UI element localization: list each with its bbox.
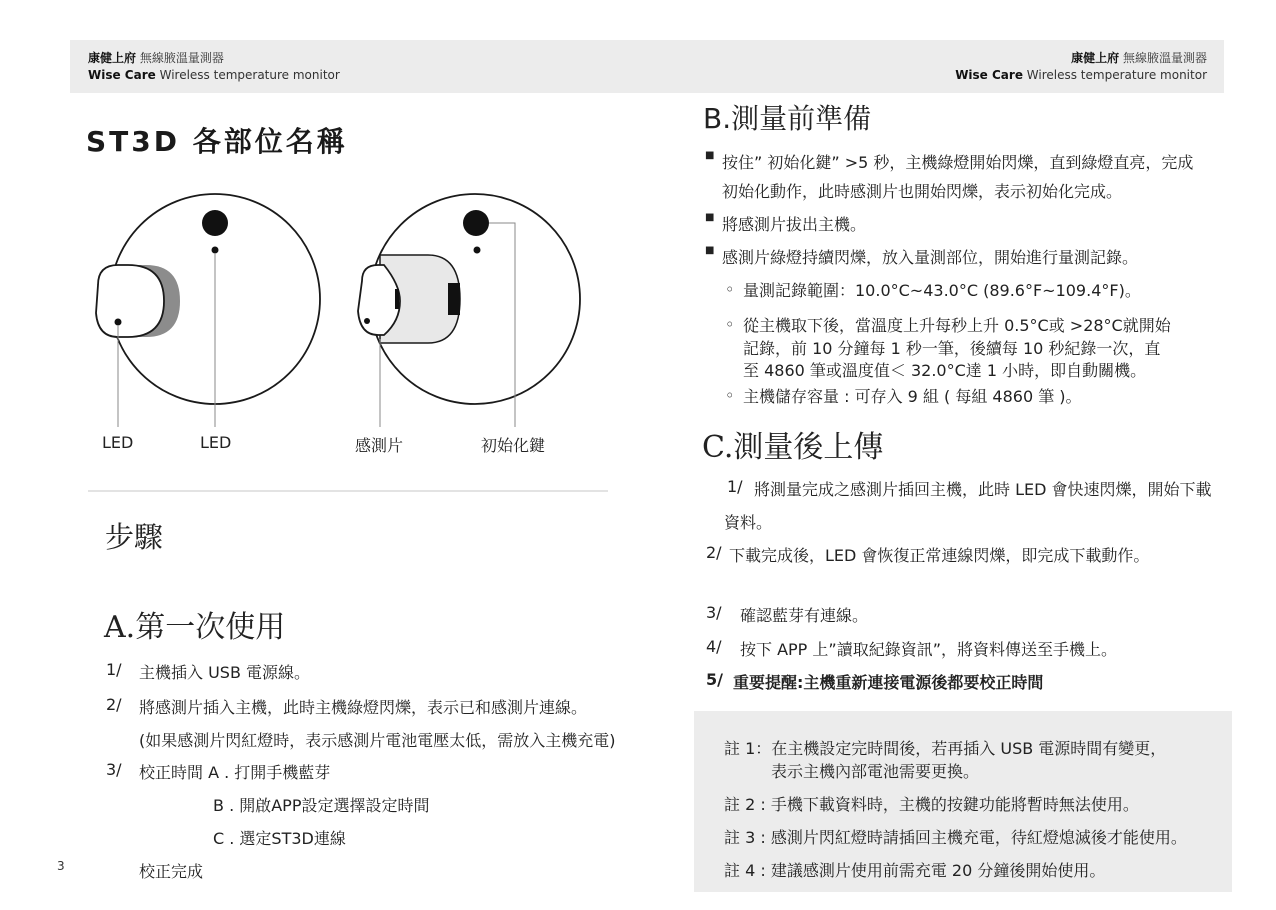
section-c-num-4: 4/ — [706, 637, 722, 656]
section-c-item-3: 確認藍芽有連線。 — [740, 606, 869, 625]
section-b-sub-1: 量測記錄範圍：10.0°C~43.0°C (89.6°F~109.4°F)。 — [743, 281, 1141, 300]
note-3: 註 3 : 感測片閃紅燈時請插回主機充電，待紅燈熄滅後才能使用。 — [724, 828, 1187, 847]
page-number: 3 — [57, 859, 65, 873]
header-left — [88, 50, 340, 84]
sub-bullet-icon-1: ◦ — [725, 280, 735, 299]
section-b-heading: B.測量前準備 — [703, 102, 872, 135]
init-key — [463, 210, 489, 236]
section-c-num-2: 2/ — [706, 543, 722, 562]
section-a-item-3: 校正時間 A . 打開手機藍芽 — [139, 763, 331, 782]
device-diagram — [88, 185, 598, 435]
section-divider — [88, 490, 608, 492]
steps-heading: 步驟 — [105, 520, 164, 554]
section-a-item-done: 校正完成 — [139, 862, 204, 881]
label-init-key: 初始化鍵 — [481, 436, 546, 455]
note-4: 註 4 : 建議感測片使用前需充電 20 分鐘後開始使用。 — [724, 861, 1106, 880]
label-sensor: 感測片 — [355, 436, 404, 455]
header-right-brand-en: Wise Care — [955, 68, 1023, 82]
section-c-item-1-cont: 資料。 — [724, 513, 773, 532]
bullet-icon-2: ■ — [705, 212, 715, 223]
section-c-item-1: 將測量完成之感測片插回主機，此時 LED 會快速閃爍，開始下載 — [754, 480, 1212, 499]
section-a-item-3b: B . 開啟APP設定選擇設定時間 — [213, 796, 430, 815]
label-led-2: LED — [200, 433, 232, 452]
section-a-num-3: 3/ — [106, 760, 122, 779]
section-a-item-2: 將感測片插入主機，此時主機綠燈閃爍，表示已和感測片連線。 — [139, 698, 588, 717]
header-right — [955, 50, 1207, 84]
section-b-bullet-1: 按住” 初始化鍵” >5 秒，主機綠燈開始閃爍，直到綠燈直亮，完成 — [722, 153, 1194, 172]
section-c-heading: C.測量後上傳 — [702, 430, 884, 465]
sub-bullet-icon-2: ◦ — [725, 315, 735, 334]
section-b-sub-2c: 至 4860 筆或溫度值＜ 32.0°C達 1 小時，即自動關機。 — [743, 361, 1147, 380]
host-unit-front — [96, 194, 320, 427]
header-left-brand-en: Wise Care — [88, 68, 156, 82]
header-left-product-zh: 無線腋溫量測器 — [136, 51, 224, 65]
label-led-1: LED — [102, 433, 134, 452]
led-indicator-top — [202, 210, 228, 236]
sensor-dot — [364, 318, 370, 324]
section-b-bullet-1-cont: 初始化動作，此時感測片也開始閃爍，表示初始化完成。 — [722, 182, 1123, 201]
section-b-bullet-3: 感測片綠燈持續閃爍，放入量測部位，開始進行量測記錄。 — [722, 248, 1139, 267]
header-left-product-en: Wireless temperature monitor — [155, 68, 340, 82]
header-right-product-en: Wireless temperature monitor — [1022, 68, 1207, 82]
page-title: ST3D 各部位名稱 — [86, 125, 348, 158]
led-dot-top — [212, 247, 219, 254]
header-right-brand-zh: 康健上府 — [1071, 51, 1120, 65]
host-unit-side — [358, 194, 580, 427]
led-dot-side — [474, 247, 481, 254]
section-a-num-1: 1/ — [106, 660, 122, 679]
bullet-icon-3: ■ — [705, 245, 715, 256]
section-c-item-4: 按下 APP 上”讀取紀錄資訊”，將資料傳送至手機上。 — [740, 640, 1117, 659]
section-c-num-5: 5/ — [706, 670, 723, 689]
note-1-cont: 表示主機內部電池需要更換。 — [771, 762, 980, 781]
sensor-chip — [96, 265, 164, 337]
section-a-item-1: 主機插入 USB 電源線。 — [139, 663, 311, 682]
note-2: 註 2 : 手機下載資料時，主機的按鍵功能將暫時無法使用。 — [724, 795, 1139, 814]
section-a-num-2: 2/ — [106, 695, 122, 714]
section-b-sub-3: 主機儲存容量 : 可存入 9 組 ( 每組 4860 筆 )。 — [743, 387, 1082, 406]
sub-bullet-icon-3: ◦ — [725, 386, 735, 405]
section-b-bullet-2: 將感測片拔出主機。 — [722, 215, 867, 234]
note-1: 註 1：在主機設定完時間後，若再插入 USB 電源時間有變更， — [724, 739, 1167, 758]
section-c-num-1: 1/ — [727, 477, 743, 496]
led-dot-sensor — [115, 319, 122, 326]
section-c-item-5: 重要提醒:主機重新連接電源後都要校正時間 — [733, 673, 1044, 692]
section-a-heading: A.第一次使用 — [104, 610, 286, 645]
section-c-item-2: 下載完成後，LED 會恢復正常連線閃爍，即完成下載動作。 — [729, 546, 1150, 565]
section-a-item-2-note: (如果感測片閃紅燈時，表示感測片電池電壓太低，需放入主機充電) — [139, 731, 616, 750]
section-b-sub-2: 從主機取下後，當溫度上升每秒上升 0.5°C或 >28°C就開始 — [743, 316, 1171, 335]
section-b-sub-2b: 記錄，前 10 分鐘每 1 秒一筆，後續每 10 秒紀錄一次，直 — [743, 339, 1161, 358]
bullet-icon-1: ■ — [705, 150, 715, 161]
section-c-num-3: 3/ — [706, 603, 722, 622]
header-left-brand-zh: 康健上府 — [88, 51, 137, 65]
header-right-product-zh: 無線腋溫量測器 — [1119, 51, 1207, 65]
section-a-item-3c: C . 選定ST3D連線 — [213, 829, 346, 848]
